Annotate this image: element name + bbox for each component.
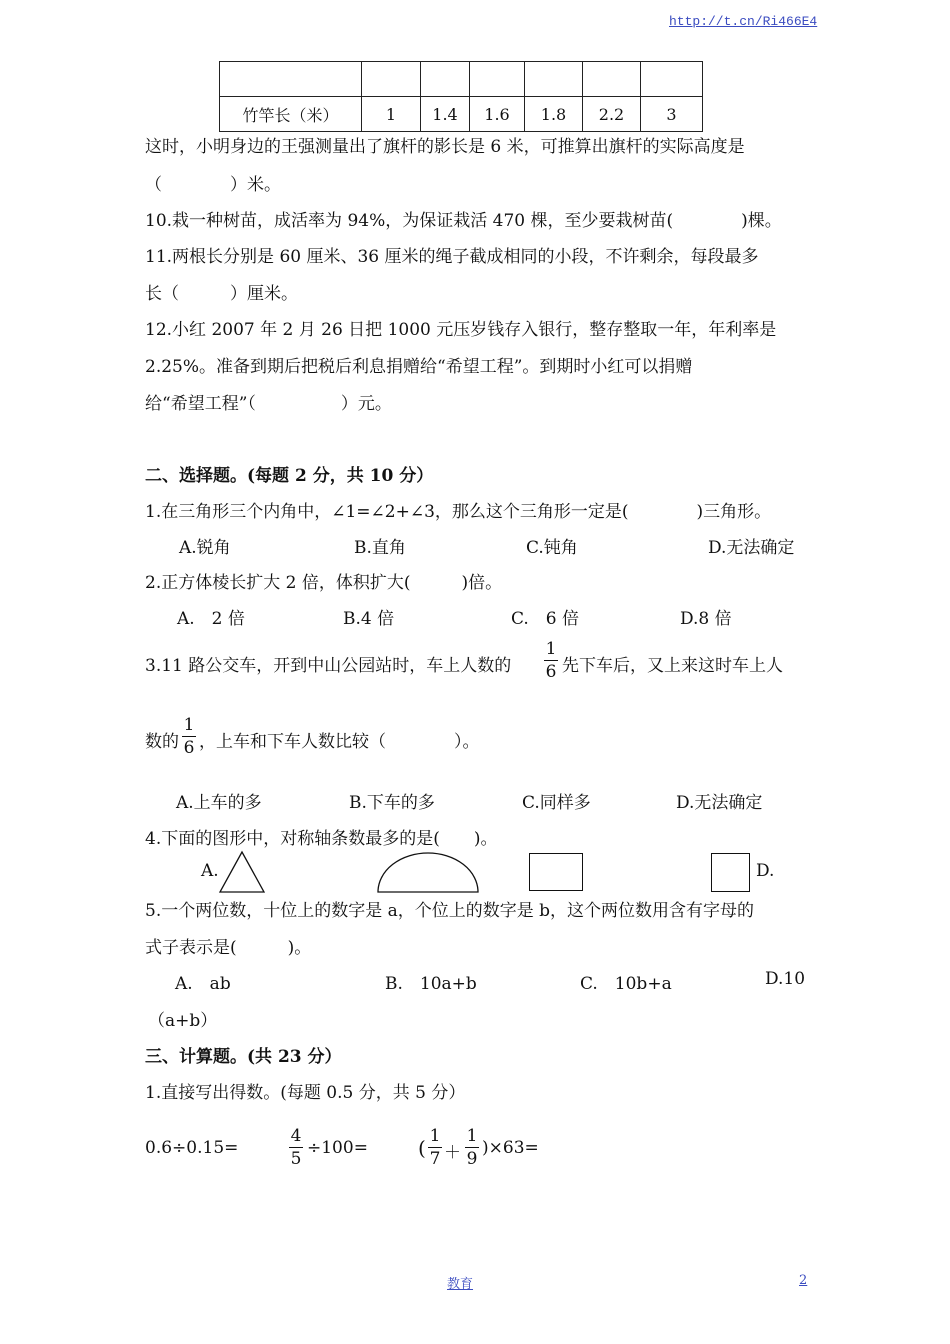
fraction-numerator: 1 [429, 1126, 441, 1146]
page-number-link[interactable]: 2 [799, 1273, 808, 1288]
q12-text-line: 2.25%。准备到期后把税后利息捐赠给“希望工程”。到期时小红可以捐赠 [145, 357, 693, 377]
triangle-shape [218, 850, 266, 894]
calc-expression-2: ÷100= [307, 1138, 368, 1158]
choice-q3-option-d: D.无法确定 [676, 793, 763, 813]
table-cell: 竹竿长（米） [220, 97, 362, 132]
fraction-denominator: 5 [290, 1149, 302, 1169]
table-cell [362, 62, 421, 97]
choice-q3-option-b: B.下车的多 [349, 793, 435, 813]
q11-text-line: 11.两根长分别是 60 厘米、36 厘米的绳子截成相同的小段，不许剩余，每段最多 [145, 247, 759, 267]
fraction-numerator: 4 [290, 1126, 302, 1146]
fraction-four-fifths [289, 1127, 303, 1168]
choice-q3-option-a: A.上车的多 [176, 793, 262, 813]
fraction-one-seventh [428, 1127, 442, 1168]
semicircle-shape [376, 851, 480, 895]
choice-q3-option-c: C.同样多 [522, 793, 591, 813]
fraction-bar [289, 1147, 303, 1148]
choice-q2-option-c: C. 6 倍 [511, 609, 580, 629]
table-cell [470, 62, 525, 97]
choice-q5-option-d-continued: （a+b） [148, 1011, 218, 1031]
choice-q5-option-b: B. 10a+b [385, 974, 477, 994]
choice-q1-option-a: A.锐角 [179, 538, 231, 558]
choice-q5-text-line: 5.一个两位数，十位上的数字是 a，个位上的数字是 b，这个两位数用含有字母的 [145, 901, 755, 921]
calc-expression-3-plus: ＋ [444, 1143, 461, 1163]
choice-q4-text: 4.下面的图形中，对称轴条数最多的是( )。 [145, 829, 498, 849]
table-cell: 1.4 [421, 97, 470, 132]
table-cell [641, 62, 703, 97]
square-shape [711, 853, 750, 892]
q9-text-line: 这时，小明身边的王强测量出了旗杆的影长是 6 米，可推算出旗杆的实际高度是 [145, 137, 745, 157]
q11-answer-line: 长（ ）厘米。 [145, 284, 298, 304]
fraction-numerator: 1 [183, 715, 195, 735]
fraction-denominator: 6 [545, 662, 557, 682]
q12-answer-line: 给“希望工程”（ ）元。 [145, 394, 392, 414]
table-cell [583, 62, 641, 97]
choice-q5-option-d: D.10 [765, 969, 806, 989]
fraction-numerator: 1 [466, 1126, 478, 1146]
calc-expression-1: 0.6÷0.15= [145, 1138, 239, 1158]
table-cell [220, 62, 362, 97]
choice-q1-option-c: C.钝角 [526, 538, 578, 558]
table-row [220, 97, 703, 132]
table-cell: 1.6 [470, 97, 525, 132]
choice-q5-text-line: 式子表示是( )。 [145, 938, 312, 958]
choice-q2-option-d: D.8 倍 [680, 609, 732, 629]
table-cell: 1 [362, 97, 421, 132]
footer-education-link[interactable]: 教育 [447, 1277, 474, 1292]
q12-text-line: 12.小红 2007 年 2 月 26 日把 1000 元压岁钱存入银行，整存整取一年，年利率是 [145, 320, 777, 340]
fraction-one-ninth [465, 1127, 479, 1168]
table-cell [421, 62, 470, 97]
bamboo-length-table [219, 61, 703, 132]
choice-q3-text-line2-end: ，上车和下车人数比较（ ）。 [199, 732, 480, 752]
choice-q2-option-b: B.4 倍 [343, 609, 395, 629]
fraction-bar [182, 736, 196, 737]
table-cell: 3 [641, 97, 703, 132]
section-3-title: 三、计算题。(共 23 分） [145, 1047, 342, 1067]
choice-q3-text-line2-start: 数的 [145, 732, 179, 752]
table-cell: 1.8 [525, 97, 583, 132]
calc-expression-3-open-paren: ( [418, 1136, 426, 1160]
calc-expression-3-tail: )×63= [482, 1138, 539, 1158]
q10-text: 10.栽一种树苗，成活率为 94%，为保证栽活 470 棵，至少要栽树苗( )棵。 [145, 211, 782, 231]
q9-answer-line: （ ）米。 [145, 175, 281, 195]
fraction-denominator: 7 [429, 1149, 441, 1169]
choice-q2-text: 2.正方体棱长扩大 2 倍，体积扩大( )倍。 [145, 573, 503, 593]
table-cell: 2.2 [583, 97, 641, 132]
fraction-one-sixth [182, 716, 196, 757]
rectangle-shape [529, 853, 583, 891]
choice-q4-label-d: D. [756, 861, 775, 881]
choice-q3-text-end: 先下车后，又上来这时车上人 [562, 656, 783, 676]
table-cell [525, 62, 583, 97]
calc-q1-text: 1.直接写出得数。(每题 0.5 分，共 5 分） [145, 1083, 466, 1103]
choice-q3-text-start: 3.11 路公交车，开到中山公园站时，车上人数的 [145, 656, 512, 676]
choice-q5-option-c: C. 10b+a [580, 974, 672, 994]
fraction-bar [428, 1147, 442, 1148]
fraction-bar [465, 1147, 479, 1148]
choice-q1-option-b: B.直角 [354, 538, 406, 558]
table-row [220, 62, 703, 97]
fraction-one-sixth [544, 640, 558, 681]
fraction-bar [544, 660, 558, 661]
fraction-denominator: 9 [466, 1149, 478, 1169]
choice-q5-option-a: A. ab [175, 974, 231, 994]
choice-q4-label-a: A. [201, 861, 219, 881]
source-url-link[interactable]: http://t.cn/Ri466E4 [669, 14, 818, 29]
fraction-denominator: 6 [183, 738, 195, 758]
fraction-numerator: 1 [545, 639, 557, 659]
choice-q1-text: 1.在三角形三个内角中，∠1=∠2+∠3，那么这个三角形一定是( )三角形。 [145, 502, 772, 522]
section-2-title: 二、选择题。(每题 2 分，共 10 分） [145, 466, 434, 486]
choice-q2-option-a: A. 2 倍 [177, 609, 245, 629]
choice-q1-option-d: D.无法确定 [708, 538, 795, 558]
